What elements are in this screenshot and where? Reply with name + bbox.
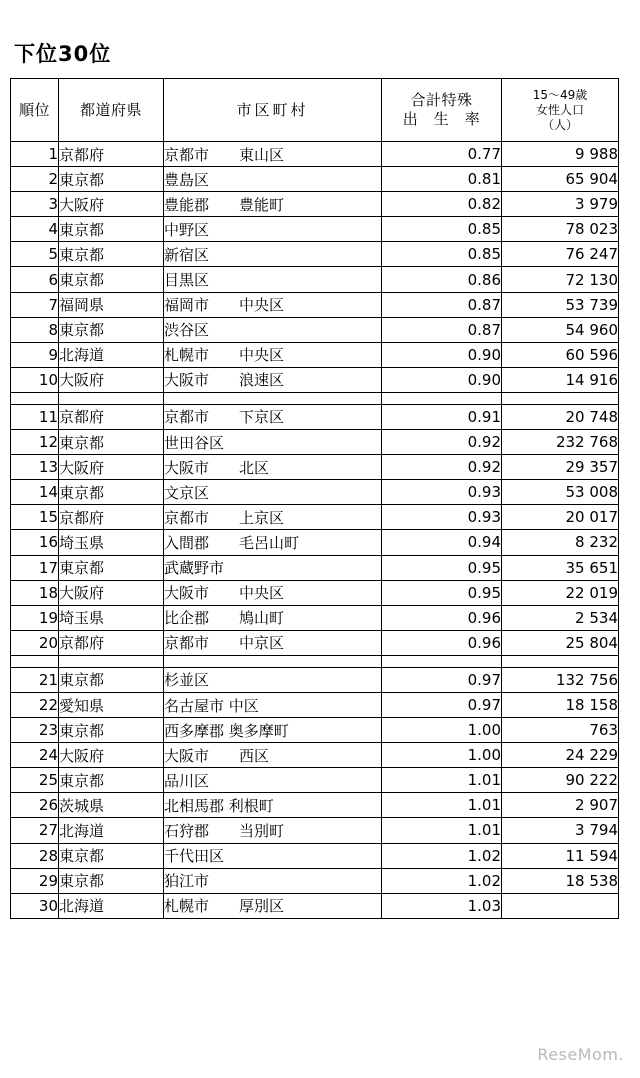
cell-tfr: 0.95 xyxy=(382,580,502,605)
table-row xyxy=(11,692,619,717)
cell-municipality: 入間郡 毛呂山町 xyxy=(164,530,382,555)
cell-tfr: 0.87 xyxy=(382,292,502,317)
cell-rank: 25 xyxy=(11,768,59,793)
table-row xyxy=(11,893,619,918)
cell-tfr: 1.01 xyxy=(382,818,502,843)
cell-female-population: 53 739 xyxy=(502,292,619,317)
cell-female-population: 29 357 xyxy=(502,455,619,480)
cell-rank: 15 xyxy=(11,505,59,530)
cell-municipality: 名古屋市 中区 xyxy=(164,692,382,717)
cell-female-population: 2 534 xyxy=(502,605,619,630)
watermark: ReseMom. xyxy=(537,1045,624,1064)
table-row xyxy=(11,455,619,480)
column-header-tfr-line1: 合計特殊 xyxy=(410,91,473,110)
cell-prefecture: 東京都 xyxy=(59,217,164,242)
cell-female-population: 18 538 xyxy=(502,868,619,893)
cell-tfr: 0.92 xyxy=(382,430,502,455)
cell-municipality: 京都市 上京区 xyxy=(164,505,382,530)
cell-rank: 28 xyxy=(11,843,59,868)
cell-municipality: 京都市 東山区 xyxy=(164,142,382,167)
cell-rank: 11 xyxy=(11,404,59,429)
table-group-separator-cell xyxy=(164,392,382,404)
cell-tfr: 1.01 xyxy=(382,793,502,818)
cell-municipality: 西多摩郡 奥多摩町 xyxy=(164,718,382,743)
table-header xyxy=(11,79,619,142)
cell-female-population: 3 979 xyxy=(502,192,619,217)
cell-female-population xyxy=(502,893,619,918)
cell-municipality: 渋谷区 xyxy=(164,317,382,342)
cell-prefecture: 埼玉県 xyxy=(59,605,164,630)
cell-prefecture: 東京都 xyxy=(59,167,164,192)
cell-female-population: 18 158 xyxy=(502,692,619,717)
cell-rank: 24 xyxy=(11,743,59,768)
table-row xyxy=(11,292,619,317)
cell-female-population: 60 596 xyxy=(502,342,619,367)
cell-prefecture: 北海道 xyxy=(59,893,164,918)
table-row xyxy=(11,367,619,392)
cell-municipality: 大阪市 西区 xyxy=(164,743,382,768)
table-row xyxy=(11,317,619,342)
cell-tfr: 0.94 xyxy=(382,530,502,555)
cell-prefecture: 東京都 xyxy=(59,843,164,868)
cell-prefecture: 北海道 xyxy=(59,342,164,367)
cell-rank: 7 xyxy=(11,292,59,317)
cell-rank: 23 xyxy=(11,718,59,743)
cell-rank: 3 xyxy=(11,192,59,217)
cell-municipality: 大阪市 北区 xyxy=(164,455,382,480)
cell-tfr: 1.02 xyxy=(382,868,502,893)
table-row xyxy=(11,242,619,267)
cell-prefecture: 愛知県 xyxy=(59,692,164,717)
table-row xyxy=(11,718,619,743)
table-group-separator-cell xyxy=(11,392,59,404)
table-group-separator-cell xyxy=(502,655,619,667)
cell-prefecture: 東京都 xyxy=(59,242,164,267)
table-row xyxy=(11,167,619,192)
table-row xyxy=(11,404,619,429)
cell-municipality: 中野区 xyxy=(164,217,382,242)
table-row xyxy=(11,192,619,217)
cell-municipality: 石狩郡 当別町 xyxy=(164,818,382,843)
cell-tfr: 0.93 xyxy=(382,505,502,530)
cell-tfr: 0.96 xyxy=(382,605,502,630)
cell-female-population: 8 232 xyxy=(502,530,619,555)
column-header-municipality-text: 市区町村 xyxy=(236,100,309,119)
cell-tfr: 0.91 xyxy=(382,404,502,429)
cell-female-population: 78 023 xyxy=(502,217,619,242)
cell-municipality: 杉並区 xyxy=(164,667,382,692)
cell-female-population: 9 988 xyxy=(502,142,619,167)
table-row xyxy=(11,667,619,692)
cell-rank: 26 xyxy=(11,793,59,818)
cell-tfr: 0.86 xyxy=(382,267,502,292)
cell-municipality: 北相馬郡 利根町 xyxy=(164,793,382,818)
cell-tfr: 0.77 xyxy=(382,142,502,167)
cell-female-population: 11 594 xyxy=(502,843,619,868)
table-header-row xyxy=(11,79,619,142)
cell-tfr: 0.85 xyxy=(382,217,502,242)
cell-rank: 21 xyxy=(11,667,59,692)
cell-municipality: 武蔵野市 xyxy=(164,555,382,580)
table-group-separator-cell xyxy=(502,392,619,404)
cell-prefecture: 大阪府 xyxy=(59,580,164,605)
cell-tfr: 0.97 xyxy=(382,692,502,717)
column-header-pop-line1: 15～49歳 xyxy=(532,87,588,102)
table-group-separator-cell xyxy=(59,655,164,667)
cell-prefecture: 東京都 xyxy=(59,555,164,580)
page-title: 下位30位 xyxy=(14,42,112,66)
cell-rank: 10 xyxy=(11,367,59,392)
cell-prefecture: 福岡県 xyxy=(59,292,164,317)
cell-municipality: 比企郡 鳩山町 xyxy=(164,605,382,630)
cell-rank: 13 xyxy=(11,455,59,480)
cell-municipality: 文京区 xyxy=(164,480,382,505)
cell-municipality: 豊能郡 豊能町 xyxy=(164,192,382,217)
cell-tfr: 0.81 xyxy=(382,167,502,192)
cell-tfr: 0.87 xyxy=(382,317,502,342)
column-header-pop-line3: （人） xyxy=(541,117,578,132)
ranking-table xyxy=(10,78,619,919)
table-row xyxy=(11,267,619,292)
cell-female-population: 54 960 xyxy=(502,317,619,342)
cell-female-population: 35 651 xyxy=(502,555,619,580)
cell-rank: 14 xyxy=(11,480,59,505)
cell-rank: 4 xyxy=(11,217,59,242)
table-row xyxy=(11,505,619,530)
cell-female-population: 763 xyxy=(502,718,619,743)
cell-rank: 2 xyxy=(11,167,59,192)
cell-prefecture: 京都府 xyxy=(59,404,164,429)
cell-prefecture: 京都府 xyxy=(59,505,164,530)
cell-rank: 6 xyxy=(11,267,59,292)
table-row xyxy=(11,555,619,580)
table-row xyxy=(11,580,619,605)
cell-rank: 9 xyxy=(11,342,59,367)
table-row xyxy=(11,142,619,167)
cell-prefecture: 東京都 xyxy=(59,667,164,692)
table-body xyxy=(11,142,619,919)
table-row xyxy=(11,430,619,455)
cell-female-population: 3 794 xyxy=(502,818,619,843)
cell-rank: 22 xyxy=(11,692,59,717)
cell-female-population: 90 222 xyxy=(502,768,619,793)
cell-tfr: 1.03 xyxy=(382,893,502,918)
cell-municipality: 世田谷区 xyxy=(164,430,382,455)
cell-prefecture: 北海道 xyxy=(59,818,164,843)
table-row xyxy=(11,793,619,818)
cell-tfr: 0.96 xyxy=(382,630,502,655)
table-row xyxy=(11,530,619,555)
cell-municipality: 狛江市 xyxy=(164,868,382,893)
cell-tfr: 0.95 xyxy=(382,555,502,580)
column-header-municipality xyxy=(164,79,382,142)
cell-rank: 16 xyxy=(11,530,59,555)
cell-female-population: 20 748 xyxy=(502,404,619,429)
cell-prefecture: 茨城県 xyxy=(59,793,164,818)
cell-prefecture: 東京都 xyxy=(59,868,164,893)
cell-prefecture: 京都府 xyxy=(59,142,164,167)
cell-prefecture: 埼玉県 xyxy=(59,530,164,555)
table-row xyxy=(11,818,619,843)
cell-female-population: 14 916 xyxy=(502,367,619,392)
cell-municipality: 京都市 下京区 xyxy=(164,404,382,429)
table-row xyxy=(11,743,619,768)
column-header-prefecture: 都道府県 xyxy=(59,79,164,142)
cell-tfr: 0.93 xyxy=(382,480,502,505)
table-group-separator-cell xyxy=(59,392,164,404)
cell-rank: 30 xyxy=(11,893,59,918)
cell-rank: 19 xyxy=(11,605,59,630)
cell-tfr: 1.00 xyxy=(382,743,502,768)
cell-tfr: 0.97 xyxy=(382,667,502,692)
cell-rank: 29 xyxy=(11,868,59,893)
cell-rank: 27 xyxy=(11,818,59,843)
cell-rank: 17 xyxy=(11,555,59,580)
cell-prefecture: 東京都 xyxy=(59,430,164,455)
table-group-separator-cell xyxy=(11,655,59,667)
table-group-separator-cell xyxy=(382,392,502,404)
cell-municipality: 福岡市 中央区 xyxy=(164,292,382,317)
table-group-separator xyxy=(11,392,619,404)
table-row xyxy=(11,843,619,868)
cell-rank: 12 xyxy=(11,430,59,455)
cell-tfr: 0.90 xyxy=(382,367,502,392)
cell-female-population: 132 756 xyxy=(502,667,619,692)
column-header-rank: 順位 xyxy=(11,79,59,142)
column-header-pop-line2: 女性人口 xyxy=(535,102,584,117)
cell-municipality: 札幌市 中央区 xyxy=(164,342,382,367)
cell-tfr: 0.90 xyxy=(382,342,502,367)
cell-municipality: 品川区 xyxy=(164,768,382,793)
cell-female-population: 2 907 xyxy=(502,793,619,818)
cell-female-population: 24 229 xyxy=(502,743,619,768)
table-row xyxy=(11,605,619,630)
table-row xyxy=(11,217,619,242)
cell-prefecture: 大阪府 xyxy=(59,743,164,768)
cell-prefecture: 東京都 xyxy=(59,718,164,743)
table-row xyxy=(11,630,619,655)
cell-municipality: 豊島区 xyxy=(164,167,382,192)
cell-prefecture: 東京都 xyxy=(59,267,164,292)
document-page xyxy=(0,38,640,1078)
table-row xyxy=(11,480,619,505)
cell-rank: 18 xyxy=(11,580,59,605)
table-row xyxy=(11,342,619,367)
cell-municipality: 大阪市 浪速区 xyxy=(164,367,382,392)
cell-rank: 8 xyxy=(11,317,59,342)
cell-female-population: 25 804 xyxy=(502,630,619,655)
column-header-female-population xyxy=(502,79,619,142)
cell-tfr: 1.00 xyxy=(382,718,502,743)
cell-municipality: 京都市 中京区 xyxy=(164,630,382,655)
table-row xyxy=(11,868,619,893)
cell-prefecture: 東京都 xyxy=(59,317,164,342)
cell-tfr: 0.85 xyxy=(382,242,502,267)
cell-prefecture: 東京都 xyxy=(59,480,164,505)
cell-female-population: 22 019 xyxy=(502,580,619,605)
cell-female-population: 65 904 xyxy=(502,167,619,192)
cell-female-population: 76 247 xyxy=(502,242,619,267)
column-header-tfr xyxy=(382,79,502,142)
table-group-separator xyxy=(11,655,619,667)
cell-tfr: 0.82 xyxy=(382,192,502,217)
cell-rank: 20 xyxy=(11,630,59,655)
cell-tfr: 0.92 xyxy=(382,455,502,480)
cell-female-population: 232 768 xyxy=(502,430,619,455)
cell-municipality: 新宿区 xyxy=(164,242,382,267)
cell-municipality: 千代田区 xyxy=(164,843,382,868)
cell-municipality: 目黒区 xyxy=(164,267,382,292)
table-row xyxy=(11,768,619,793)
cell-female-population: 53 008 xyxy=(502,480,619,505)
column-header-tfr-line2: 出 生 率 xyxy=(402,110,481,128)
cell-female-population: 72 130 xyxy=(502,267,619,292)
cell-tfr: 1.02 xyxy=(382,843,502,868)
cell-prefecture: 東京都 xyxy=(59,768,164,793)
cell-rank: 1 xyxy=(11,142,59,167)
cell-prefecture: 大阪府 xyxy=(59,455,164,480)
table-group-separator-cell xyxy=(382,655,502,667)
cell-prefecture: 大阪府 xyxy=(59,192,164,217)
table-group-separator-cell xyxy=(164,655,382,667)
cell-municipality: 札幌市 厚別区 xyxy=(164,893,382,918)
cell-prefecture: 京都府 xyxy=(59,630,164,655)
cell-female-population: 20 017 xyxy=(502,505,619,530)
cell-municipality: 大阪市 中央区 xyxy=(164,580,382,605)
cell-prefecture: 大阪府 xyxy=(59,367,164,392)
cell-rank: 5 xyxy=(11,242,59,267)
cell-tfr: 1.01 xyxy=(382,768,502,793)
